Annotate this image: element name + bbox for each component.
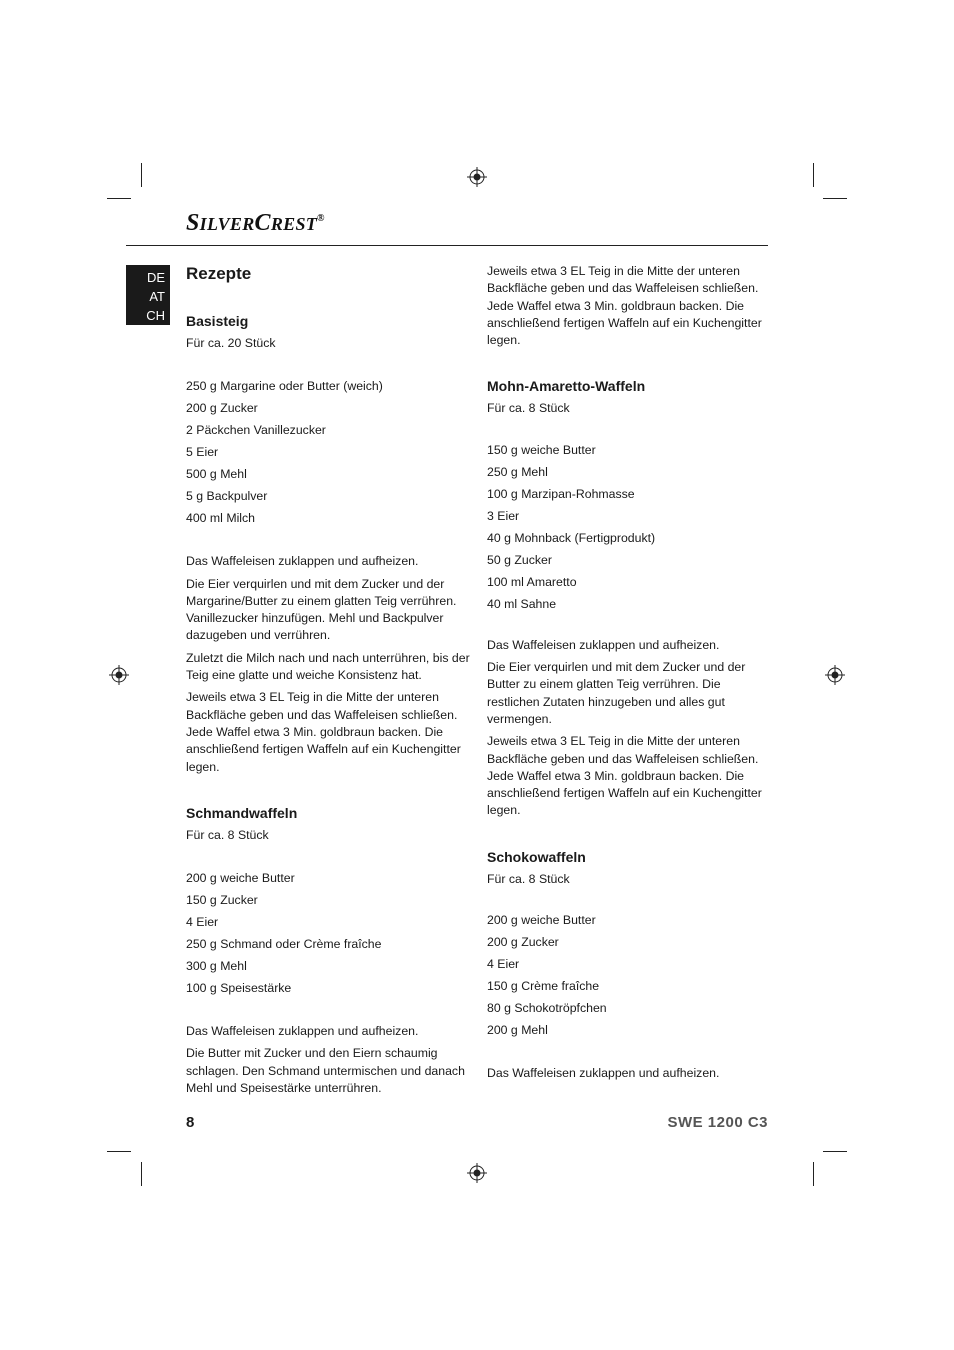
list-item: 150 g Crème fraîche — [487, 979, 600, 994]
recipe-step: Die Butter mit Zucker und den Eiern schaumig schlagen. Den Schmand untermischen und danach Mehl und Speisestärke unterrühren. — [186, 1046, 465, 1096]
registration-mark-icon — [109, 665, 129, 685]
crop-mark — [107, 198, 131, 199]
list-item: 4 Eier — [487, 957, 520, 972]
crop-mark — [107, 1151, 131, 1152]
list-item: 5 g Backpulver — [186, 489, 268, 504]
crop-mark — [141, 163, 142, 187]
recipe-heading: Schokowaffeln — [487, 848, 586, 865]
recipe-step: Das Waffeleisen zuklappen und aufheizen. — [487, 1066, 720, 1081]
list-item: 150 g Zucker — [186, 893, 258, 908]
lang-de: DE — [146, 270, 165, 285]
list-item: 200 g Zucker — [487, 935, 559, 950]
list-item: 200 g Mehl — [487, 1023, 548, 1038]
ingredient-list — [487, 439, 772, 615]
recipe-step: Jeweils etwa 3 EL Teig in die Mitte der unteren Backfläche geben und das Waffeleisen schließen. Jede Waffel etwa 3 Min. goldbraun backen. Die anschließend fertigen Waffeln auf ein Kuchengitter legen. — [186, 690, 461, 774]
recipe-yield: Für ca. 8 Stück — [186, 827, 269, 842]
lang-at: AT — [149, 289, 165, 304]
right-column — [487, 263, 772, 1082]
recipe-heading: Basisteig — [186, 313, 249, 329]
ingredient-list — [186, 375, 471, 529]
list-item: 250 g Margarine oder Butter (weich) — [186, 379, 383, 394]
crop-mark — [823, 198, 847, 199]
recipe-yield: Für ca. 8 Stück — [487, 871, 570, 886]
list-item: 200 g Zucker — [186, 401, 258, 416]
model-number: SWE 1200 C3 — [667, 1114, 768, 1131]
recipe-heading: Mohn-Amaretto-Waffeln — [487, 378, 646, 395]
crop-mark — [813, 1162, 814, 1186]
list-item: 500 g Mehl — [186, 467, 247, 482]
recipe-step: Das Waffeleisen zuklappen und aufheizen. — [186, 554, 419, 569]
list-item: 100 ml Amaretto — [487, 574, 577, 589]
list-item: 100 g Speisestärke — [186, 981, 292, 996]
list-item: 4 Eier — [186, 915, 219, 930]
list-item: 100 g Marzipan-Rohmasse — [487, 486, 635, 501]
lang-ch: CH — [146, 308, 165, 323]
registration-mark-icon — [825, 665, 845, 685]
recipe-step: Das Waffeleisen zuklappen und aufheizen. — [487, 637, 720, 652]
registration-mark-icon — [467, 167, 487, 187]
recipe-step: Das Waffeleisen zuklappen und aufheizen. — [186, 1024, 419, 1039]
recipe-yield: Für ca. 8 Stück — [487, 401, 570, 416]
list-item: 250 g Mehl — [487, 464, 548, 479]
list-item: 40 ml Sahne — [487, 596, 557, 611]
recipe-step: Jeweils etwa 3 EL Teig in die Mitte der unteren Backfläche geben und das Waffeleisen schließen. Jede Waffel etwa 3 Min. goldbraun backen. Die anschließend fertigen Waffeln auf ein Kuchengitter legen. — [487, 734, 762, 818]
list-item: 150 g weiche Butter — [487, 442, 596, 457]
list-item: 250 g Schmand oder Crème fraîche — [186, 937, 382, 952]
recipe-step: Die Eier verquirlen und mit dem Zucker und der Margarine/Butter zu einem glatten Teig verrühren. Vanillezucker hinzufügen. Mehl und Backpulver dazugeben und verrühren. — [186, 576, 457, 643]
crop-mark — [141, 1162, 142, 1186]
page-title: Rezepte — [186, 264, 252, 283]
left-column — [186, 262, 471, 1097]
list-item: 300 g Mehl — [186, 959, 247, 974]
ingredient-list — [487, 909, 772, 1041]
recipe-step: Zuletzt die Milch nach und nach unterrühren, bis der Teig eine glatte und weiche Konsistenz hat. — [186, 650, 470, 683]
crop-mark — [813, 163, 814, 187]
list-item: 3 Eier — [487, 508, 520, 523]
list-item: 50 g Zucker — [487, 552, 552, 567]
ingredient-list — [186, 867, 471, 999]
header-rule — [126, 245, 768, 246]
crop-mark — [823, 1151, 847, 1152]
registration-mark-icon — [467, 1163, 487, 1183]
recipe-step: Jeweils etwa 3 EL Teig in die Mitte der unteren Backfläche geben und das Waffeleisen schließen. Jede Waffel etwa 3 Min. goldbraun backen. Die anschließend fertigen Waffeln auf ein Kuchengitter legen. — [487, 264, 762, 348]
language-tab — [126, 265, 170, 325]
brand-logo: SILVERCREST® — [186, 210, 325, 236]
recipe-step: Die Eier verquirlen und mit dem Zucker und der Butter zu einem glatten Teig verrühren. Die restlichen Zutaten hinzugeben und alles gut vermengen. — [487, 660, 746, 726]
list-item: 5 Eier — [186, 445, 219, 460]
list-item: 80 g Schokotröpfchen — [487, 1001, 607, 1016]
page-number: 8 — [186, 1114, 195, 1131]
recipe-heading: Schmandwaffeln — [186, 804, 298, 821]
list-item: 400 ml Milch — [186, 511, 256, 526]
list-item: 40 g Mohnback (Fertigprodukt) — [487, 530, 656, 545]
list-item: 200 g weiche Butter — [186, 871, 295, 886]
list-item: 200 g weiche Butter — [487, 913, 596, 928]
list-item: 2 Päckchen Vanillezucker — [186, 423, 326, 438]
recipe-yield: Für ca. 20 Stück — [186, 336, 276, 350]
